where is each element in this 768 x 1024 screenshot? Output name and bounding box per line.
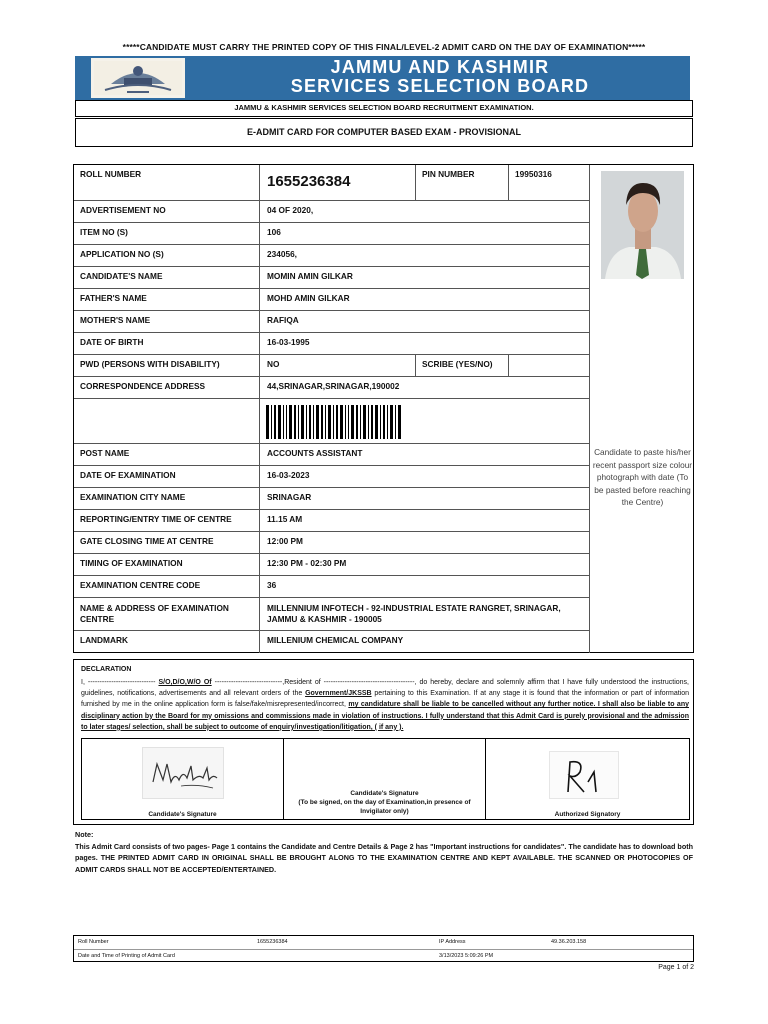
post-name-value: ACCOUNTS ASSISTANT [267,448,363,458]
row-landmark [74,631,589,653]
row-address [74,377,589,399]
row-barcode [74,399,589,444]
barcode-image [266,405,401,444]
row-date-of-birth [74,333,589,355]
father-name-value: MOHD AMIN GILKAR [267,293,350,303]
footer-divider [74,949,693,950]
declaration-text-part3: pertaining to this Examination. If at any stage it is found that the information or part of information furnished by me in the online application form is false/fake/misrepresented/incorrect, [81,690,690,709]
landmark-label: LANDMARK [74,631,260,653]
exam-day-signature-note: (To be signed, on the day of Examination,in presence of Invigilator only) [298,799,471,815]
row-item [74,223,589,245]
footer-print-value: 3/13/2023 5:09:26 PM [439,953,494,959]
admit-card-note [75,829,693,875]
banner-title [200,58,680,96]
reporting-time-label: REPORTING/ENTRY TIME OF CENTRE [74,510,260,531]
pin-number-label: PIN NUMBER [416,165,509,200]
row-roll-number [74,165,589,201]
advertisement-value: 04 OF 2020, [267,205,314,215]
footer-print-label: Date and Time of Printing of Admit Card [78,953,175,959]
declaration-text [81,677,689,733]
row-father-name [74,289,589,311]
application-value: 234056, [267,249,297,259]
declaration-relation: S/O,D/O,W/O Of [158,679,212,686]
declaration-text-part1: I, ----------------------------- [81,679,159,686]
row-pwd [74,355,589,377]
note-text: This Admit Card consists of two pages- Page 1 contains the Candidate and Centre Details & Page 2 has "Important instructions for candidates". The candidate has to download both pages. THE PRINTED ADMIT CARD IN ORIGINAL SHALL BE BROUGHT ALONG TO THE EXAMINATION CENTRE AND KEPT AVAILABLE. THE SCANNED OR PHOTOCOPIES OF ADMIT CARDS SHALL NOT BE ACCEPTED/ENTERTAINED. [75,841,693,874]
recruitment-exam-header: JAMMU & KASHMIR SERVICES SELECTION BOARD RECRUITMENT EXAMINATION. [75,100,693,117]
row-centre-address [74,598,589,631]
row-advertisement [74,201,589,223]
authorized-signatory-box [486,739,689,819]
gate-closing-value: 12:00 PM [267,536,303,546]
centre-address-label: NAME & ADDRESS OF EXAMINATION CENTRE [74,598,260,630]
exam-date-label: DATE OF EXAMINATION [74,466,260,487]
dob-label: DATE OF BIRTH [74,333,260,354]
authorized-signature-image [549,751,619,799]
candidate-photo [601,171,684,279]
declaration-government: Government/JKSSB [305,690,372,698]
candidate-signature-label: Candidate's Signature [148,811,217,818]
exam-city-value: SRINAGAR [267,492,312,502]
exam-timing-label: TIMING OF EXAMINATION [74,554,260,575]
exam-date-value: 16-03-2023 [267,470,310,480]
centre-code-label: EXAMINATION CENTRE CODE [74,576,260,597]
exam-day-signature-box [284,739,486,819]
row-post-name [74,444,589,466]
row-reporting-time [74,510,589,532]
row-exam-date [74,466,589,488]
page-number: Page 1 of 2 [658,964,694,971]
candidate-name-label: CANDIDATE'S NAME [74,267,260,288]
row-centre-code [74,576,589,598]
gate-closing-label: GATE CLOSING TIME AT CENTRE [74,532,260,553]
footer-ip-value: 49.36.203.158 [551,939,587,945]
exam-day-signature-label: Candidate's Signature [350,790,419,797]
mother-name-label: MOTHER'S NAME [74,311,260,332]
address-label: CORRESPONDENCE ADDRESS [74,377,260,398]
declaration-liability: my candidature shall be liable to be cancelled without any further notice. I shall also be liable to any disciplinary action by the Board for my omissions and commissions made in violation of instructions. I fully understand that this Admit Card is purely provisional and the admission to later stages/ selection, shall be subject to outcome of enquiry/investigation/litigation, ( if any ). [81,701,689,731]
application-label: APPLICATION NO (S) [74,245,260,266]
declaration-heading: DECLARATION [81,666,132,673]
exam-city-label: EXAMINATION CITY NAME [74,488,260,509]
pwd-value: NO [261,355,416,376]
item-label: ITEM NO (S) [74,223,260,244]
dob-value: 16-03-1995 [267,337,310,347]
photo-column [589,165,694,653]
row-exam-timing [74,554,589,576]
footer-roll-value: 1655236384 [257,939,288,945]
reporting-time-value: 11.15 AM [267,514,303,524]
board-banner [75,56,690,100]
barcode-label-spacer [74,399,260,443]
row-exam-city [74,488,589,510]
signature-table [81,738,690,820]
roll-number-label: ROLL NUMBER [74,165,260,200]
address-value: 44,SRINAGAR,SRINAGAR,190002 [267,381,400,391]
footer-roll-label: Roll Number [78,939,109,945]
candidate-name-value: MOMIN AMIN GILKAR [267,271,353,281]
row-candidate-name [74,267,589,289]
exam-timing-value: 12:30 PM - 02:30 PM [267,558,347,568]
candidate-details-table [73,164,694,653]
scribe-value [509,355,589,376]
authorized-signatory-label: Authorized Signatory [554,811,621,818]
father-name-label: FATHER'S NAME [74,289,260,310]
banner-title-line1: JAMMU AND KASHMIR [330,57,550,77]
admit-card-title: E-ADMIT CARD FOR COMPUTER BASED EXAM - PROVISIONAL [75,118,693,147]
mother-name-value: RAFIQA [267,315,299,325]
row-application [74,245,589,267]
centre-code-value: 36 [267,580,277,590]
note-heading: Note: [75,830,94,839]
candidate-signature-box [82,739,284,819]
pin-number-value: 19950316 [515,169,552,179]
row-gate-closing [74,532,589,554]
declaration-section [73,659,694,825]
item-value: 106 [267,227,281,237]
candidate-signature-image [142,747,224,799]
footer-ip-label: IP Address [439,939,466,945]
post-name-label: POST NAME [74,444,260,465]
pwd-label: PWD (PERSONS WITH DISABILITY) [74,355,260,376]
print-footer-table [73,935,694,962]
photo-paste-instruction: Candidate to paste his/her recent passport size colour photograph with date (To be pasted before reaching the Centre) [592,447,693,508]
roll-number-value: 1655236384 [261,165,416,200]
scribe-label: SCRIBE (YES/NO) [416,355,509,376]
centre-address-value: MILLENNIUM INFOTECH - 92-INDUSTRIAL ESTATE RANGRET, SRINAGAR, JAMMU & KASHMIR - 190005 [267,603,561,624]
declaration-text-part2: -----------------------------,Resident of ---------------------------------------, do hereby, declare and solemnly affirm that I have fully understood the instructions, guidelines, notifications, advertisements and all relevant orders of the [81,679,689,698]
row-mother-name [74,311,589,333]
state-emblem-logo [91,58,185,98]
banner-title-line2: SERVICES SELECTION BOARD [290,76,590,96]
landmark-value: MILLENIUM CHEMICAL COMPANY [267,635,404,645]
carry-admit-card-notice: *****CANDIDATE MUST CARRY THE PRINTED COPY OF THIS FINAL/LEVEL-2 ADMIT CARD ON THE DAY OF EXAMINATION***** [122,42,646,52]
advertisement-label: ADVERTISEMENT NO [74,201,260,222]
